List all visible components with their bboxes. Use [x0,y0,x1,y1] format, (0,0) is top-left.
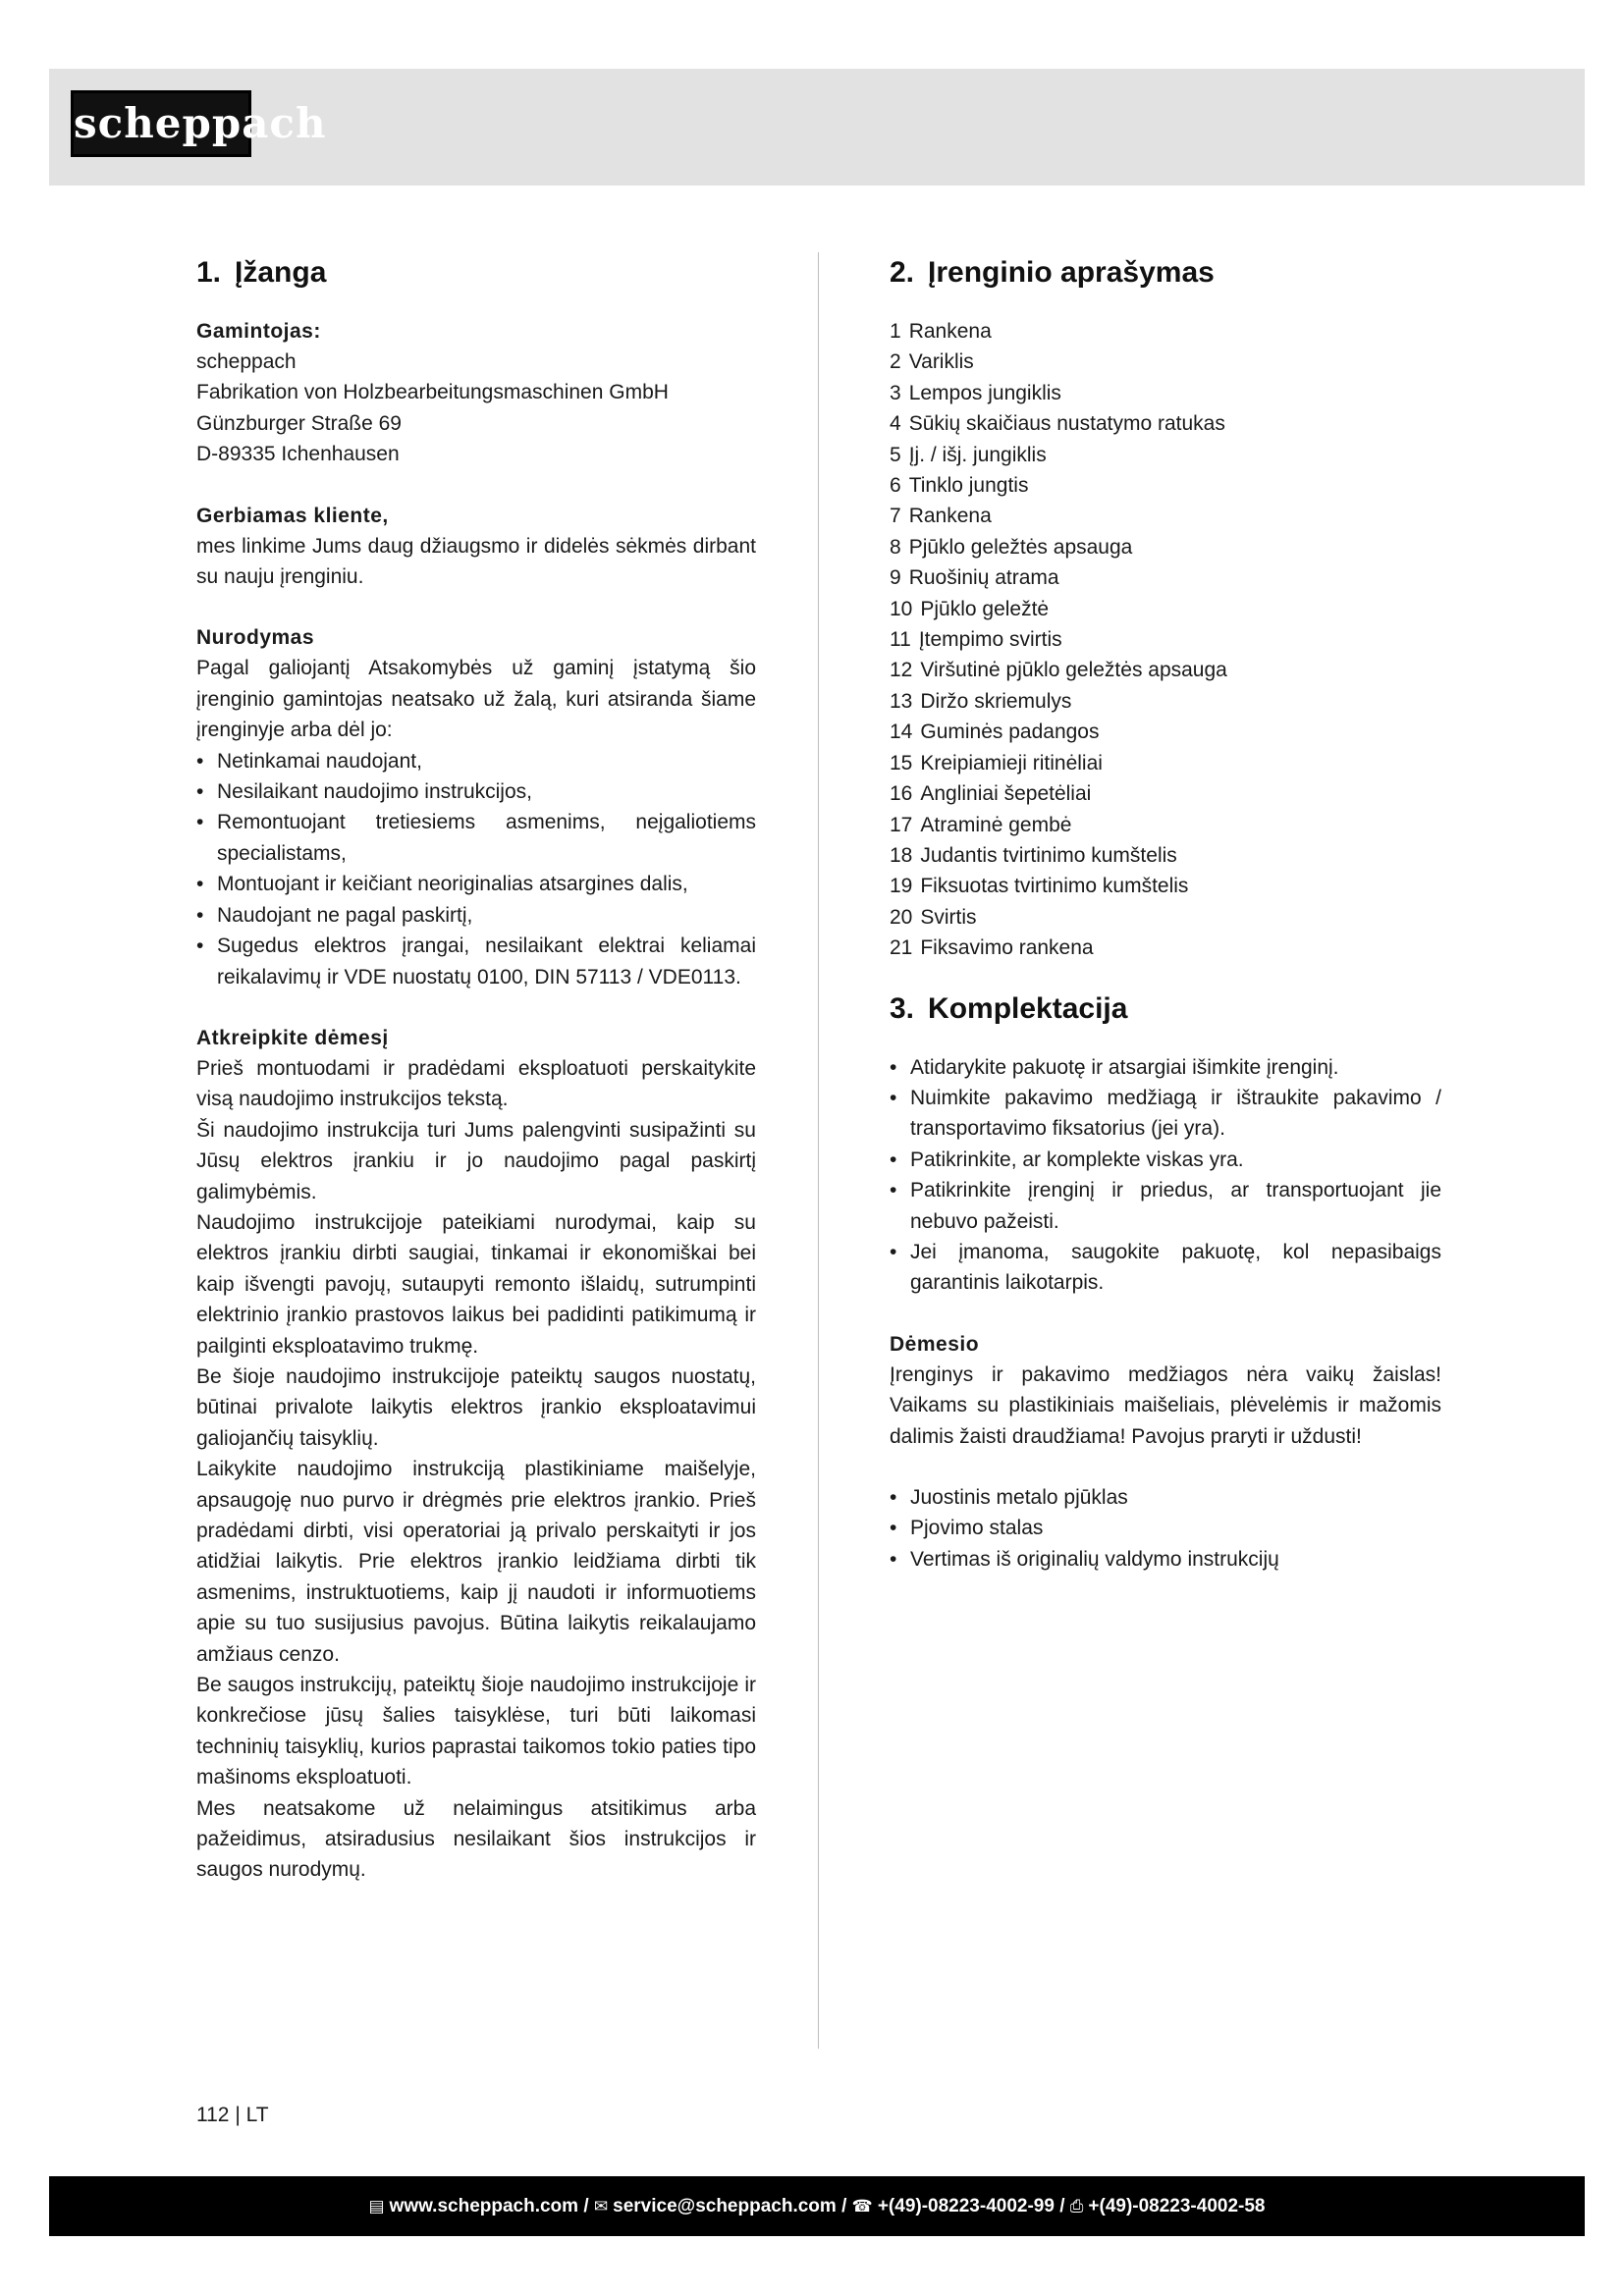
parts-list-item: 20 Svirtis [890,905,977,929]
list-item: • Netinkamai naudojant, [196,746,756,776]
list-item: • Patikrinkite, ar komplekte viskas yra. [890,1145,1441,1175]
phone-icon: ☎ [851,2197,873,2216]
parts-list-item: 17 Atraminė gembė [890,813,1072,836]
header-band [49,69,1585,186]
fax-icon: ⎙ [1069,2197,1084,2216]
parts-list-item: 2 Variklis [890,350,974,374]
liability-list [196,746,756,992]
parts-list-item: 3 Lempos jungiklis [890,381,1061,404]
list-item: • Jei įmanoma, saugokite pakuotę, kol nepasibaigs garantinis laikotarpis. [890,1237,1441,1299]
parts-list [890,316,1441,964]
section-1-title: Įžanga [235,256,327,289]
parts-list-item: 11 Įtempimo svirtis [890,628,1062,652]
list-item: • Atidarykite pakuotę ir atsargiai išimkite įrenginį. [890,1052,1441,1083]
page-number-value: 112 [196,2104,230,2126]
section-2-number: 2. [890,256,915,289]
parts-list-item: 15 Kreipiamieji ritinėliai [890,751,1103,774]
parts-list-item: 18 Judantis tvirtinimo kumštelis [890,843,1177,867]
attention-paragraph: Be šioje naudojimo instrukcijoje pateiktų saugos nuostatų, būtinai privalote laikytis elektros įrankio eksploatavimui galiojančių taisyklių. [196,1364,756,1450]
list-item: • Pjovimo stalas [890,1513,1441,1543]
attention-paragraph: Ši naudojimo instrukcija turi Jums palengvinti susipažinti su Jūsų elektros įrankiu ir jo naudojimo pagal paskirtį galimybėmis. [196,1118,756,1203]
footer-email[interactable]: service@scheppach.com [613,2196,837,2216]
attention-paragraph: Laikykite naudojimo instrukciją plastikiniame maišelyje, apsaugoję nuo purvo ir drėgmės prie elektros įrankio. Prieš pradėdami dirbti, visi operatoriai ją privalo perskaityti ir jos atidžiai laikytis. Prie elektros įrankio leidžiama dirbti tik asmenims, instruktuotiems, kaip jį naudoti ir informuotiems apie su tuo susijusius pavojus. Būtina laikytis reikalaujamo amžiaus cenzo. [196,1458,756,1666]
parts-list-item: 9 Ruošinių atrama [890,566,1059,590]
parts-list-item: 8 Pjūklo geležtės apsauga [890,535,1133,559]
list-item: • Sugedus elektros įrangai, nesilaikant elektrai keliamai reikalavimų ir VDE nuostatų 0100, DIN 57113 / VDE0113. [196,931,756,992]
dear-customer-heading: Gerbiamas kliente, [196,504,389,527]
footer-bar: ▤ www.scheppach.com / ✉ service@scheppach.com / ☎ +(49)-08223-4002-99 / ⎙ +(49)-08223-4002-58 [49,2176,1585,2236]
attention-paragraph: Be saugos instrukcijų, pateiktų šioje naudojimo instrukcijoje ir konkrečiose jūsų šalies taisyklėse, turi būti laikomasi techninių taisyklių, kurios paprastai taikomos tokio paties tipo mašinoms eksploatuoti. [196,1674,756,1789]
section-1-heading [196,247,756,298]
section-1-number: 1. [196,256,222,289]
note-text: Pagal galiojantį Atsakomybės už gaminį įstatymą šio įrenginio gamintojas neatsako už žalą, kuri atsiranda šiame įrenginyje arba dėl jo: [196,657,756,742]
attention-heading: Atkreipkite dėmesį [196,1026,389,1049]
dear-customer-text: mes linkime Jums daug džiaugsmo ir didelės sėkmės dirbant su nauju įrenginiu. [196,534,756,589]
footer-website[interactable]: www.scheppach.com [389,2196,579,2216]
address-line: Günzburger Straße 69 [196,411,402,435]
list-item: • Patikrinkite įrenginį ir priedus, ar transportuojant jie nebuvo pažeisti. [890,1175,1441,1237]
page-language: LT [245,2104,269,2126]
caution-heading: Dėmesio [890,1332,980,1356]
left-column [196,247,756,1886]
list-item: • Vertimas iš originalių valdymo instrukcijų [890,1544,1441,1575]
page-number: 112 | LT [196,2104,269,2126]
section-2-title: Įrenginio aprašymas [928,256,1215,289]
parts-list-item: 1 Rankena [890,320,992,343]
address-line: Fabrikation von Holzbearbeitungsmaschinen GmbH [196,381,669,404]
footer-phone: +(49)-08223-4002-99 [877,2196,1055,2216]
manufacturer-address [196,347,756,470]
mail-icon: ✉ [593,2197,609,2216]
computer-icon: ▤ [368,2197,385,2216]
parts-list-item: 7 Rankena [890,505,992,528]
parts-list-item: 14 Guminės padangos [890,721,1100,744]
right-column [890,247,1441,1575]
parts-list-item: 10 Pjūklo geležtė [890,597,1050,620]
list-item: • Montuojant ir keičiant neoriginalias atsargines dalis, [196,869,756,899]
address-line: scheppach [196,350,297,373]
section-3-title: Komplektacija [928,991,1128,1025]
list-item: • Nuimkite pakavimo medžiagą ir ištraukite pakavimo / transportavimo fiksatorius (jei yra). [890,1083,1441,1145]
section-2-heading [890,247,1441,298]
note-heading: Nurodymas [196,626,315,650]
column-divider [818,252,819,2049]
address-line: D-89335 Ichenhausen [196,443,400,466]
parts-list-item: 5 Įj. / išj. jungiklis [890,443,1047,466]
contents-list [890,1482,1441,1575]
footer-fax: +(49)-08223-4002-58 [1088,2196,1266,2216]
section-3-heading [890,984,1441,1035]
caution-text: Įrenginys ir pakavimo medžiagos nėra vaikų žaislas! Vaikams su plastikiniais maišeliais, plėvelėmis ir mažomis dalimis žaisti draudžiama! Pavojus praryti ir uždusti! [890,1362,1441,1448]
parts-list-item: 21 Fiksavimo rankena [890,936,1094,960]
parts-list-item: 16 Angliniai šepetėliai [890,782,1092,806]
parts-list-item: 4 Sūkių skaičiaus nustatymo ratukas [890,412,1225,436]
list-item: • Juostinis metalo pjūklas [890,1482,1441,1513]
parts-list-item: 12 Viršutinė pjūklo geležtės apsauga [890,659,1227,682]
list-item: • Nesilaikant naudojimo instrukcijos, [196,776,756,807]
attention-paragraph: Mes neatsakome už nelaimingus atsitikimus arba pažeidimus, atsiradusius nesilaikant šios instrukcijos ir saugos nurodymų. [196,1796,756,1882]
attention-paragraph: Naudojimo instrukcijoje pateikiami nurodymai, kaip su elektros įrankiu dirbti saugiai, tinkamai ir ekonomiškai bei kaip išvengti pavojų, sutaupyti remonto išlaidų, sutrumpinti elektrinio įrankio prastovos laikus bei padidinti patikimumą ir pailginti eksploatavimo trukmę. [196,1210,756,1358]
attention-paragraph: Prieš montuodami ir pradėdami eksploatuoti perskaitykite visą naudojimo instrukcijos tekstą. [196,1056,756,1111]
list-item: • Naudojant ne pagal paskirtį, [196,900,756,931]
parts-list-item: 13 Diržo skriemulys [890,689,1072,713]
parts-list-item: 6 Tinklo jungtis [890,474,1029,498]
list-item: • Remontuojant tretiesiems asmenims, neįgaliotiems specialistams, [196,807,756,869]
scheppach-logo: scheppach [71,90,251,157]
unpacking-list [890,1052,1441,1299]
parts-list-item: 19 Fiksuotas tvirtinimo kumštelis [890,875,1189,898]
section-3-number: 3. [890,991,915,1025]
manufacturer-heading: Gamintojas: [196,320,321,343]
